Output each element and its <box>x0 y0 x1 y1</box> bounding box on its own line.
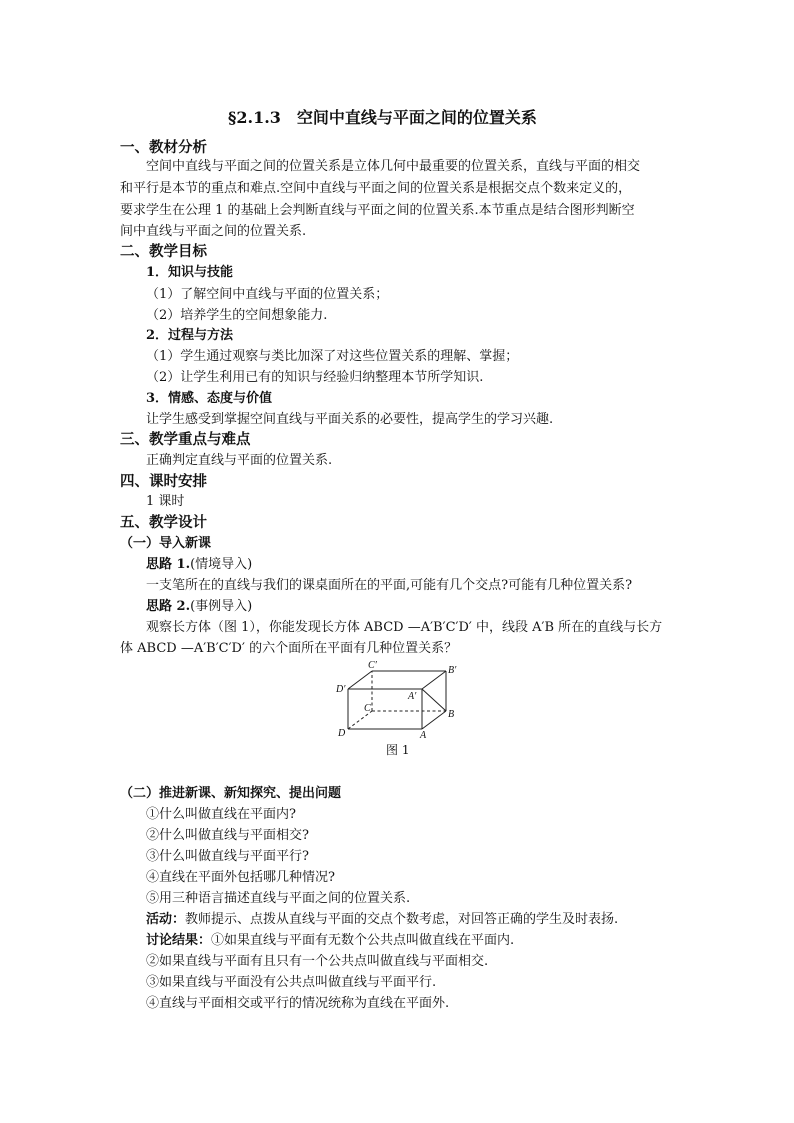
paragraph-line: 空间中直线与平面之间的位置关系是立体几何中最重要的位置关系，直线与平面的相交 <box>146 159 641 174</box>
vertex-label-b: B <box>448 709 455 720</box>
section-heading-analysis: 一、教材分析 <box>120 139 207 156</box>
idea-1 <box>146 556 252 574</box>
paragraph-line: 1 课时 <box>146 494 185 509</box>
segment-a1b <box>422 689 446 711</box>
vertex-label-d: D <box>338 728 346 739</box>
list-item: 让学生感受到掌握空间直线与平面关系的必要性，提高学生的学习兴趣. <box>146 412 554 427</box>
list-item: （2）让学生利用已有的知识与经验归纳整理本节所学知识. <box>146 370 484 385</box>
section-heading-objectives: 二、教学目标 <box>120 243 207 260</box>
section-heading-schedule: 四、课时安排 <box>120 473 207 490</box>
page-title: §2.1.3 空间中直线与平面之间的位置关系 <box>228 108 537 127</box>
result-item: ③如果直线与平面没有公共点叫做直线与平面平行. <box>146 975 437 990</box>
vertex-label-c1: C′ <box>368 660 377 671</box>
subheading-knowledge: 1．知识与技能 <box>146 265 234 280</box>
section-heading-keypoints: 三、教学重点与难点 <box>120 431 251 448</box>
result-item: ①如果直线与平面有无数个公共点叫做直线在平面内. <box>211 933 515 948</box>
vertex-label-b1: B′ <box>448 665 457 676</box>
question-item: ⑤用三种语言描述直线与平面之间的位置关系. <box>146 891 411 906</box>
activity-line <box>146 911 618 929</box>
subheading-new-lesson: （二）推进新课、新知探究、提出问题 <box>120 786 342 801</box>
paragraph-line: 正确判定直线与平面的位置关系. <box>146 453 333 468</box>
result-item: ②如果直线与平面有且只有一个公共点叫做直线与平面相交. <box>146 954 489 969</box>
idea-1-note: (情境导入) <box>190 557 253 572</box>
idea-2 <box>146 598 252 616</box>
figure-caption: 图 1 <box>386 743 410 757</box>
idea-2-label: 思路 2. <box>146 599 191 614</box>
vertex-label-a: A <box>420 730 427 740</box>
paragraph-line: 要求学生在公理 1 的基础上会判断直线与平面之间的位置关系.本节重点是结合图形判断空 <box>120 203 635 218</box>
list-item: （1）了解空间中直线与平面的位置关系； <box>146 287 389 302</box>
vertex-label-d1: D′ <box>336 684 346 695</box>
paragraph-line: 一支笔所在的直线与我们的课桌面所在的平面,可能有几个交点?可能有几种位置关系? <box>146 578 633 593</box>
question-item: ②什么叫做直线与平面相交? <box>146 828 309 843</box>
edge-ab <box>422 711 446 729</box>
cuboid-figure <box>334 660 474 740</box>
idea-1-label: 思路 1. <box>146 557 191 572</box>
edge-a1b1 <box>422 671 446 689</box>
vertex-label-c: C <box>364 703 371 714</box>
paragraph-line: 观察长方体（图 1），你能发现长方体 ABCD —A′B′C′D′ 中，线段 A′B 所在的直线与长方 <box>146 620 663 635</box>
paragraph-line: 体 ABCD —A′B′C′D′ 的六个面所在平面有几种位置关系？ <box>120 641 458 656</box>
list-item: （2）培养学生的空间想象能力. <box>146 308 328 323</box>
result-label: 讨论结果： <box>146 933 212 948</box>
question-item: ①什么叫做直线在平面内? <box>146 807 296 822</box>
subheading-intro: （一）导入新课 <box>120 536 212 551</box>
paragraph-line: 间中直线与平面之间的位置关系. <box>120 224 307 239</box>
subheading-emotion: 3．情感、态度与价值 <box>146 391 273 406</box>
edge-d1c1 <box>348 671 372 689</box>
question-item: ④直线在平面外包括哪几种情况? <box>146 870 335 885</box>
vertex-label-a1: A′ <box>408 691 417 702</box>
list-item: （1）学生通过观察与类比加深了对这些位置关系的理解、掌握； <box>146 349 519 364</box>
subheading-process: 2．过程与方法 <box>146 328 234 343</box>
activity-text: 教师提示、点拨从直线与平面的交点个数考虑，对回答正确的学生及时表扬. <box>185 912 619 927</box>
idea-2-note: (事例导入) <box>190 599 253 614</box>
result-line <box>146 932 514 950</box>
section-heading-design: 五、教学设计 <box>120 514 207 531</box>
paragraph-line: 和平行是本节的重点和难点.空间中直线与平面之间的位置关系是根据交点个数来定义的， <box>120 181 632 196</box>
activity-label: 活动： <box>146 912 186 927</box>
question-item: ③什么叫做直线与平面平行? <box>146 849 309 864</box>
result-item: ④直线与平面相交或平行的情况统称为直线在平面外. <box>146 996 450 1011</box>
